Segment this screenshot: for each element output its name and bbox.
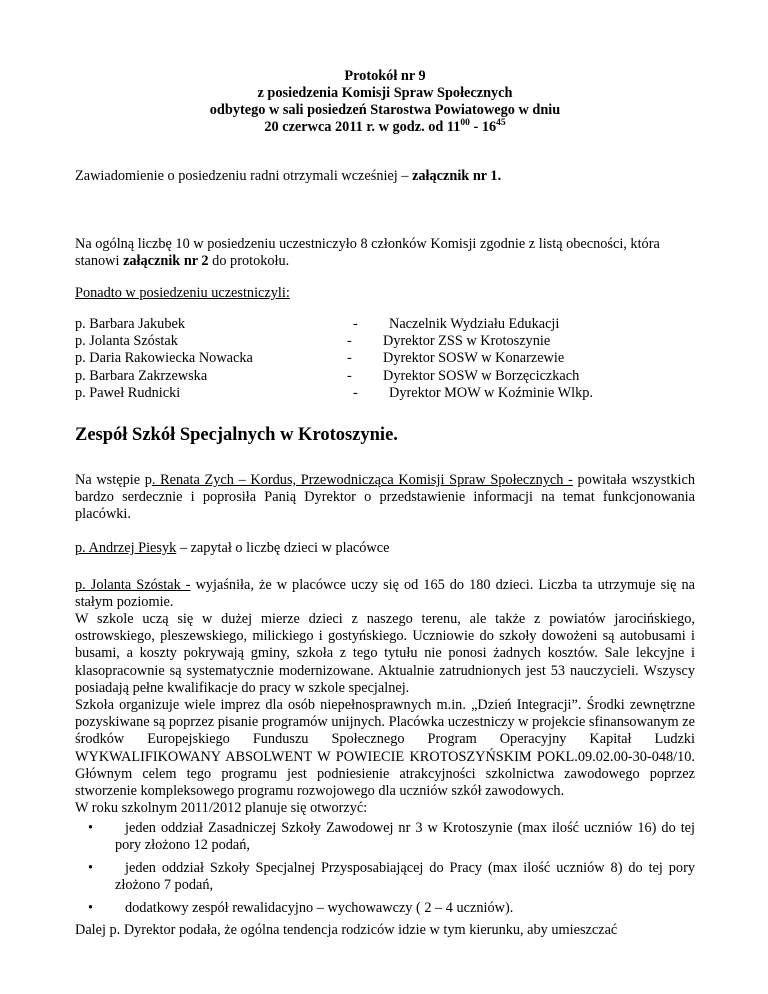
attendee-dash: - <box>353 316 358 332</box>
list-item <box>75 820 695 860</box>
plan-paragraph: W roku szkolnym 2011/2012 planuje się otworzyć: <box>75 800 368 816</box>
list-item <box>75 860 695 900</box>
attendee-dash: - <box>347 350 352 367</box>
attendee-dash: - <box>353 384 358 401</box>
events-paragraph: Szkoła organizuje wiele imprez dla osób niepełnosprawnych m.in. „Dzień Integracji”. Środki zewnętrzne pozyskiwane są poprzez pisanie programów unijnych. Placówka uczestniczy w projekcie sfinansowanym ze środków Europejskiego Funduszu Społecznego Program Operacyjny Kapitał Ludzki WYKWALIFIKOWANY ABSOLWENT W POWIECIE KROTOSZYŃSKIM POKL.09.02.00-30-048/10. Głównym celem tego programu jest podniesienie atrakcyjności szkolnictwa zawodowego poprzez stworzenie kompleksowego programu rozwojowego dla uczniów szkół zawodowych. <box>75 697 695 800</box>
list-item-text: jeden oddział Szkoły Specjalnej Przysposabiającej do Pracy (max ilość uczniów 8) do tej pory złożono 7 podań, <box>115 860 695 894</box>
attendee-role: Dyrektor ZSS w Krotoszynie <box>383 333 551 350</box>
attendee-dash: - <box>347 333 352 350</box>
notice-paragraph: Zawiadomienie o posiedzeniu radni otrzymali wcześniej – załącznik nr 1. <box>75 168 502 184</box>
attendee-roles <box>383 316 683 402</box>
szostak-paragraph: p. Jolanta Szóstak - wyjaśniła, że w placówce uczy się od 165 do 180 dzieci. Liczba ta utrzymuje się na stałym poziomie. <box>75 577 695 611</box>
attendee-role: Dyrektor SOSW w Borzęciczkach <box>383 367 580 384</box>
intro-paragraph: Na wstępie p. Renata Zych – Kordus, Przewodnicząca Komisji Spraw Społecznych - powitała wszystkich bardzo serdecznie i poprosiła Panią Dyrektor o przedstawienie informacji na temat funkcjonowania placówki. <box>75 472 696 523</box>
attendee-role: Naczelnik Wydziału Edukacji <box>389 316 560 332</box>
attendee-role: Dyrektor MOW w Koźminie Wlkp. <box>389 384 593 401</box>
list-item-text: jeden oddział Zasadniczej Szkoły Zawodowej nr 3 w Krotoszynie (max ilość uczniów 16) do tej pory złożono 12 podań, <box>115 820 695 854</box>
piesyk-paragraph: p. Andrzej Piesyk – zapytał o liczbę dzieci w placówce <box>75 540 390 556</box>
protocol-title: Protokół nr 9 <box>344 68 426 84</box>
others-heading: Ponadto w posiedzeniu uczestniczyli: <box>75 285 290 301</box>
attendee-name: p. Jolanta Szóstak <box>75 333 178 350</box>
school-description-paragraph: W szkole uczą się w dużej mierze dzieci z naszego terenu, ale także z powiatów jarocińskiego, ostrowskiego, pleszewskiego, milickiego i gostyńskiego. Uczniowie do szkoły dowożeni są autobusami i busami, a koszty pokrywają gminy, szkoła z tego tytułu nie ponosi żadnych kosztów. Sale lekcyjne i klasopracownie są systematycznie modernizowane. Aktualnie zatrudnionych jest 53 nauczycieli. Wszyscy posiadają pełne kwalifikacje do pracy w szkole specjalnej. <box>75 611 695 696</box>
attendance-paragraph: Na ogólną liczbę 10 w posiedzeniu uczestniczyło 8 członków Komisji zgodnie z listą obecności, która stanowi załącznik nr 2 do protokołu. <box>75 236 660 270</box>
closing-paragraph: Dalej p. Dyrektor podała, że ogólna tendencja rodziców idzie w tym kierunku, aby umieszczać <box>75 922 618 938</box>
attendee-name: p. Barbara Jakubek <box>75 316 185 332</box>
protocol-subtitle: z posiedzenia Komisji Spraw Społecznych <box>257 85 513 101</box>
attendee-name: p. Paweł Rudnicki <box>75 384 181 401</box>
list-item <box>75 900 695 920</box>
protocol-date: 20 czerwca 2011 r. w godz. od $11^{00} - 16^{45}$ <box>264 118 506 135</box>
bullet-icon: • <box>88 820 94 836</box>
bullet-icon: • <box>88 900 94 916</box>
list-item-text: dodatkowy zespół rewalidacyjno – wychowawczy ( 2 – 4 uczniów). <box>125 900 514 916</box>
attendee-role: Dyrektor SOSW w Konarzewie <box>383 350 565 367</box>
section-title: Zespół Szkół Specjalnych w Krotoszynie. <box>75 425 398 445</box>
attendee-name: p. Barbara Zakrzewska <box>75 367 208 384</box>
bullet-icon: • <box>88 860 94 876</box>
plan-list <box>75 820 695 920</box>
attendee-name: p. Daria Rakowiecka Nowacka <box>75 350 253 367</box>
attendee-names <box>75 316 335 402</box>
attendee-dash: - <box>347 367 352 384</box>
attendee-dashes <box>347 316 367 402</box>
protocol-location: odbytego w sali posiedzeń Starostwa Powiatowego w dniu <box>209 102 561 118</box>
